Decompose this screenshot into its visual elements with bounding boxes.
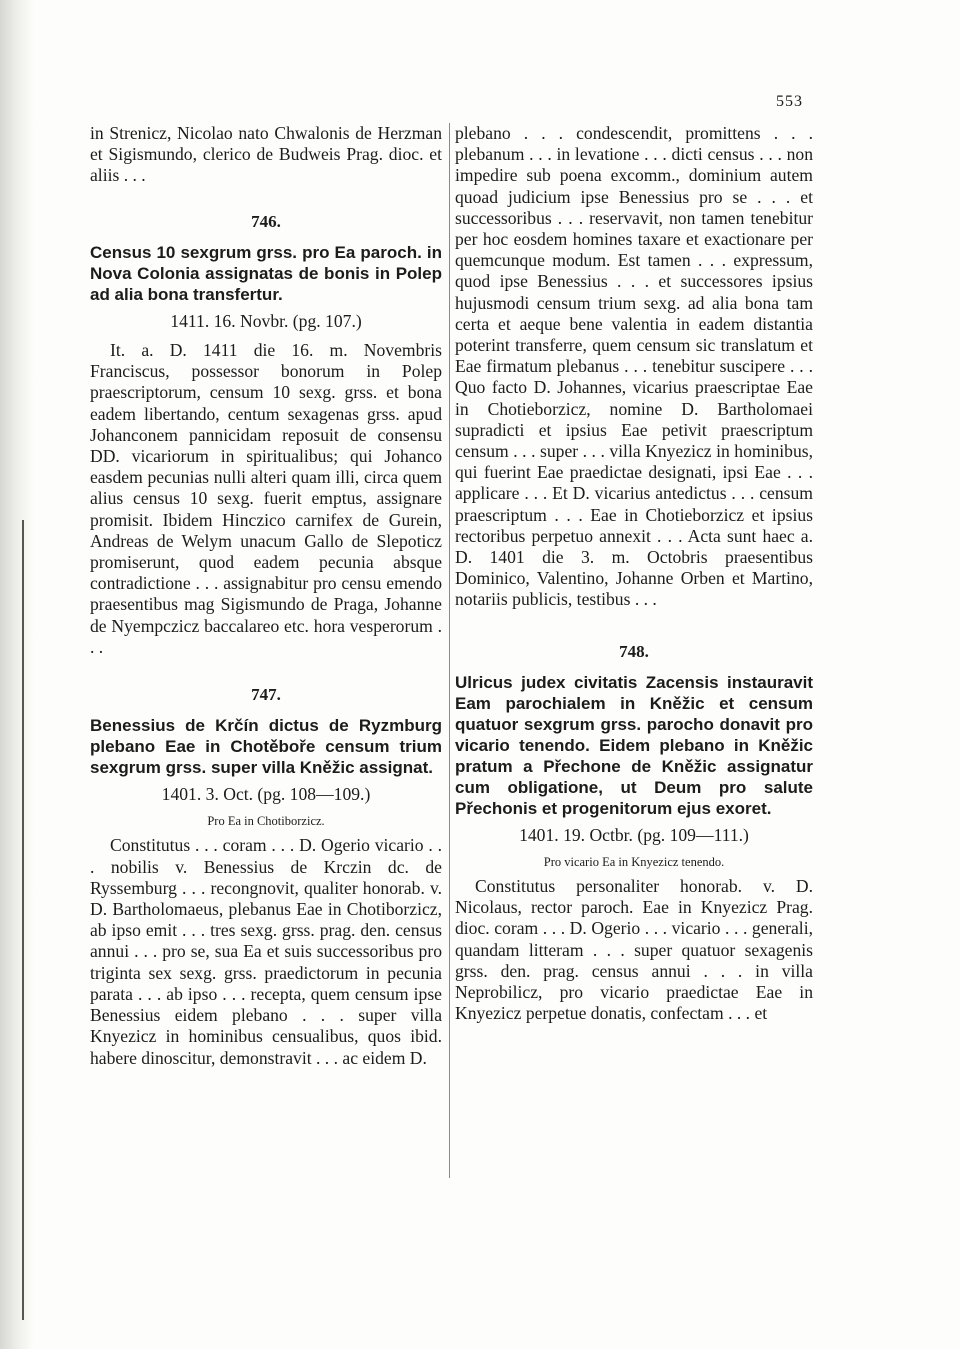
entry-747-date: 1401. 3. Oct. (pg. 108—109.) bbox=[161, 784, 371, 805]
entry-748 bbox=[455, 641, 813, 1025]
entry-748-heading: Ulricus judex civitatis Zacensis instauravit Eam parochialem in Kněžic et censum quatuor sexgrum grss. parocho donavit pro vicario tenendo. Eidem plebano in Kněžic pratum a Přechone de Kněžic assignatur cum obligatione, ut Deum pro salute Přechonis et progenitorum ejus exoret. bbox=[455, 672, 813, 818]
scan-edge-line bbox=[22, 520, 24, 1320]
left-intro-text: in Strenicz, Nicolao nato Chwalonis de Herzman et Sigismundo, clerico de Budweis Prag. dioc. et aliis . . . bbox=[90, 123, 442, 186]
entry-746-number: 746. bbox=[251, 211, 281, 231]
right-column bbox=[455, 123, 813, 1025]
entry-748-date: 1401. 19. Octbr. (pg. 109—111.) bbox=[519, 824, 749, 845]
entry-746 bbox=[90, 211, 442, 658]
entry-748-number: 748. bbox=[619, 641, 649, 661]
entry-747-heading: Benessius de Krčín dictus de Ryzmburg plebano Eae in Chotěboře censum trium sexgrum grss. super villa Kněžic assignat. bbox=[90, 716, 442, 778]
entry-746-body: It. a. D. 1411 die 16. m. Novembris Franciscus, possessor bonorum in Polep praescriptorum, censum 10 sexg. grss. et bona eadem libertando, centum sexagenas grss. apud Johanconem pannicidam reposuit de consensu DD. vicariorum in spiritualibus; qui Johanco easdem pecunias nulli alteri quam illi, circa quem alius census 10 sexg. fuerit emptus, assignare promisit. Ibidem Hinczico carnifex de Gurein, Andreas de Welym unacum Gallo de Slepoticz promiserunt, quod eadem pecunia absque contradictione . . . assignabitur pro censu emendo praesentibus mag Sigismundo de Praga, Johanne de Nyempczicz baccalareo etc. hora vesperorum . . . bbox=[90, 340, 442, 657]
entry-746-heading: Census 10 sexgrum grss. pro Ea paroch. in Nova Colonia assignatas de bonis in Polep ad alia bona transfertur. bbox=[90, 242, 442, 304]
entry-748-subtitle: Pro vicario Ea in Knyezicz tenendo. bbox=[543, 855, 725, 870]
right-continued-text: plebano . . . condescendit, promittens . . . plebanum . . . in levatione . . . dicti census . . . non impedire sub poena excomm., dominium autem quoad judicium ipse Benessius pro se . . . et successoribus . . . reservavit, non tamen tenebitur per hoc eosdem homines taxare et exactionare per quemcunque modum. Est tamen . . . expressum, quod ipse Benessius . . . et successores ipsius hujusmodi censum trium sexg. ad alia bona tam certa et aeque bene valentia in eadem distantia poterint transferre, quem censum sic translatum et Eae firmatum plebanus . . . tenebitur suscipere . . . Quo facto D. Johannes, vicarius praescriptae Eae in Chotieborzicz, nomine D. Bartholomaei supradicti et ipsius Eae petivit praescriptum censum . . . super . . . villa Knyezicz in hominibus, qui fuerint Eae praedictae designati, ipsi Eae . . . applicare . . . Et D. vicarius antedictus . . . censum praescriptum . . . Eae in Chotieborzicz et ipsius rectoribus perpetuo annexit . . . Acta sunt haec a. D. 1401 die 3. m. Octobris praesentibus Dominico, Valentino, Johanne Orben et Martino, notariis publicis, testibus . . . bbox=[455, 123, 813, 610]
scan-binding-edge bbox=[0, 0, 34, 1349]
entry-747-body: Constitutus . . . coram . . . D. Ogerio vicario . . . nobilis v. Benessius de Krczin dc. de Ryssemburg . . . recongnovit, qualiter honorab. v. D. Bartholomaeus, plebanus Eae in Chotiborzicz, ab ipso emit . . . tres sexg. grss. prag. den. census annui . . . pro se, sua Ea et suis successoribus pro triginta sex sexg. grss. praedictorum in pecunia parata . . . ab ipso . . . recepta, quem censum ipse Benessius eidem plebano . . . super villa Knyezicz in hominibus censualibus, quos ibid. habere dinoscitur, demonstravit . . . ac eidem D. bbox=[90, 835, 442, 1068]
entry-747-number: 747. bbox=[251, 685, 281, 705]
left-column bbox=[90, 123, 442, 1069]
entry-746-date: 1411. 16. Novbr. (pg. 107.) bbox=[170, 310, 362, 331]
entry-748-body: Constitutus personaliter honorab. v. D. Nicolaus, rector paroch. Eae in Knyezicz Prag. dioc. coram . . . D. Ogerio . . . vicario . . . generali, quandam litteram . . . super quatuor sexagenis grss. den. prag. census annui . . . in villa Neprobilicz, pro vicario praedictae Eae in Knyezicz perpetue donatis, confectam . . . et bbox=[455, 876, 813, 1024]
column-divider bbox=[449, 123, 450, 1178]
page-number: 553 bbox=[776, 93, 803, 110]
entry-747 bbox=[90, 684, 442, 1069]
entry-747-subtitle: Pro Ea in Chotiborzicz. bbox=[207, 814, 325, 829]
